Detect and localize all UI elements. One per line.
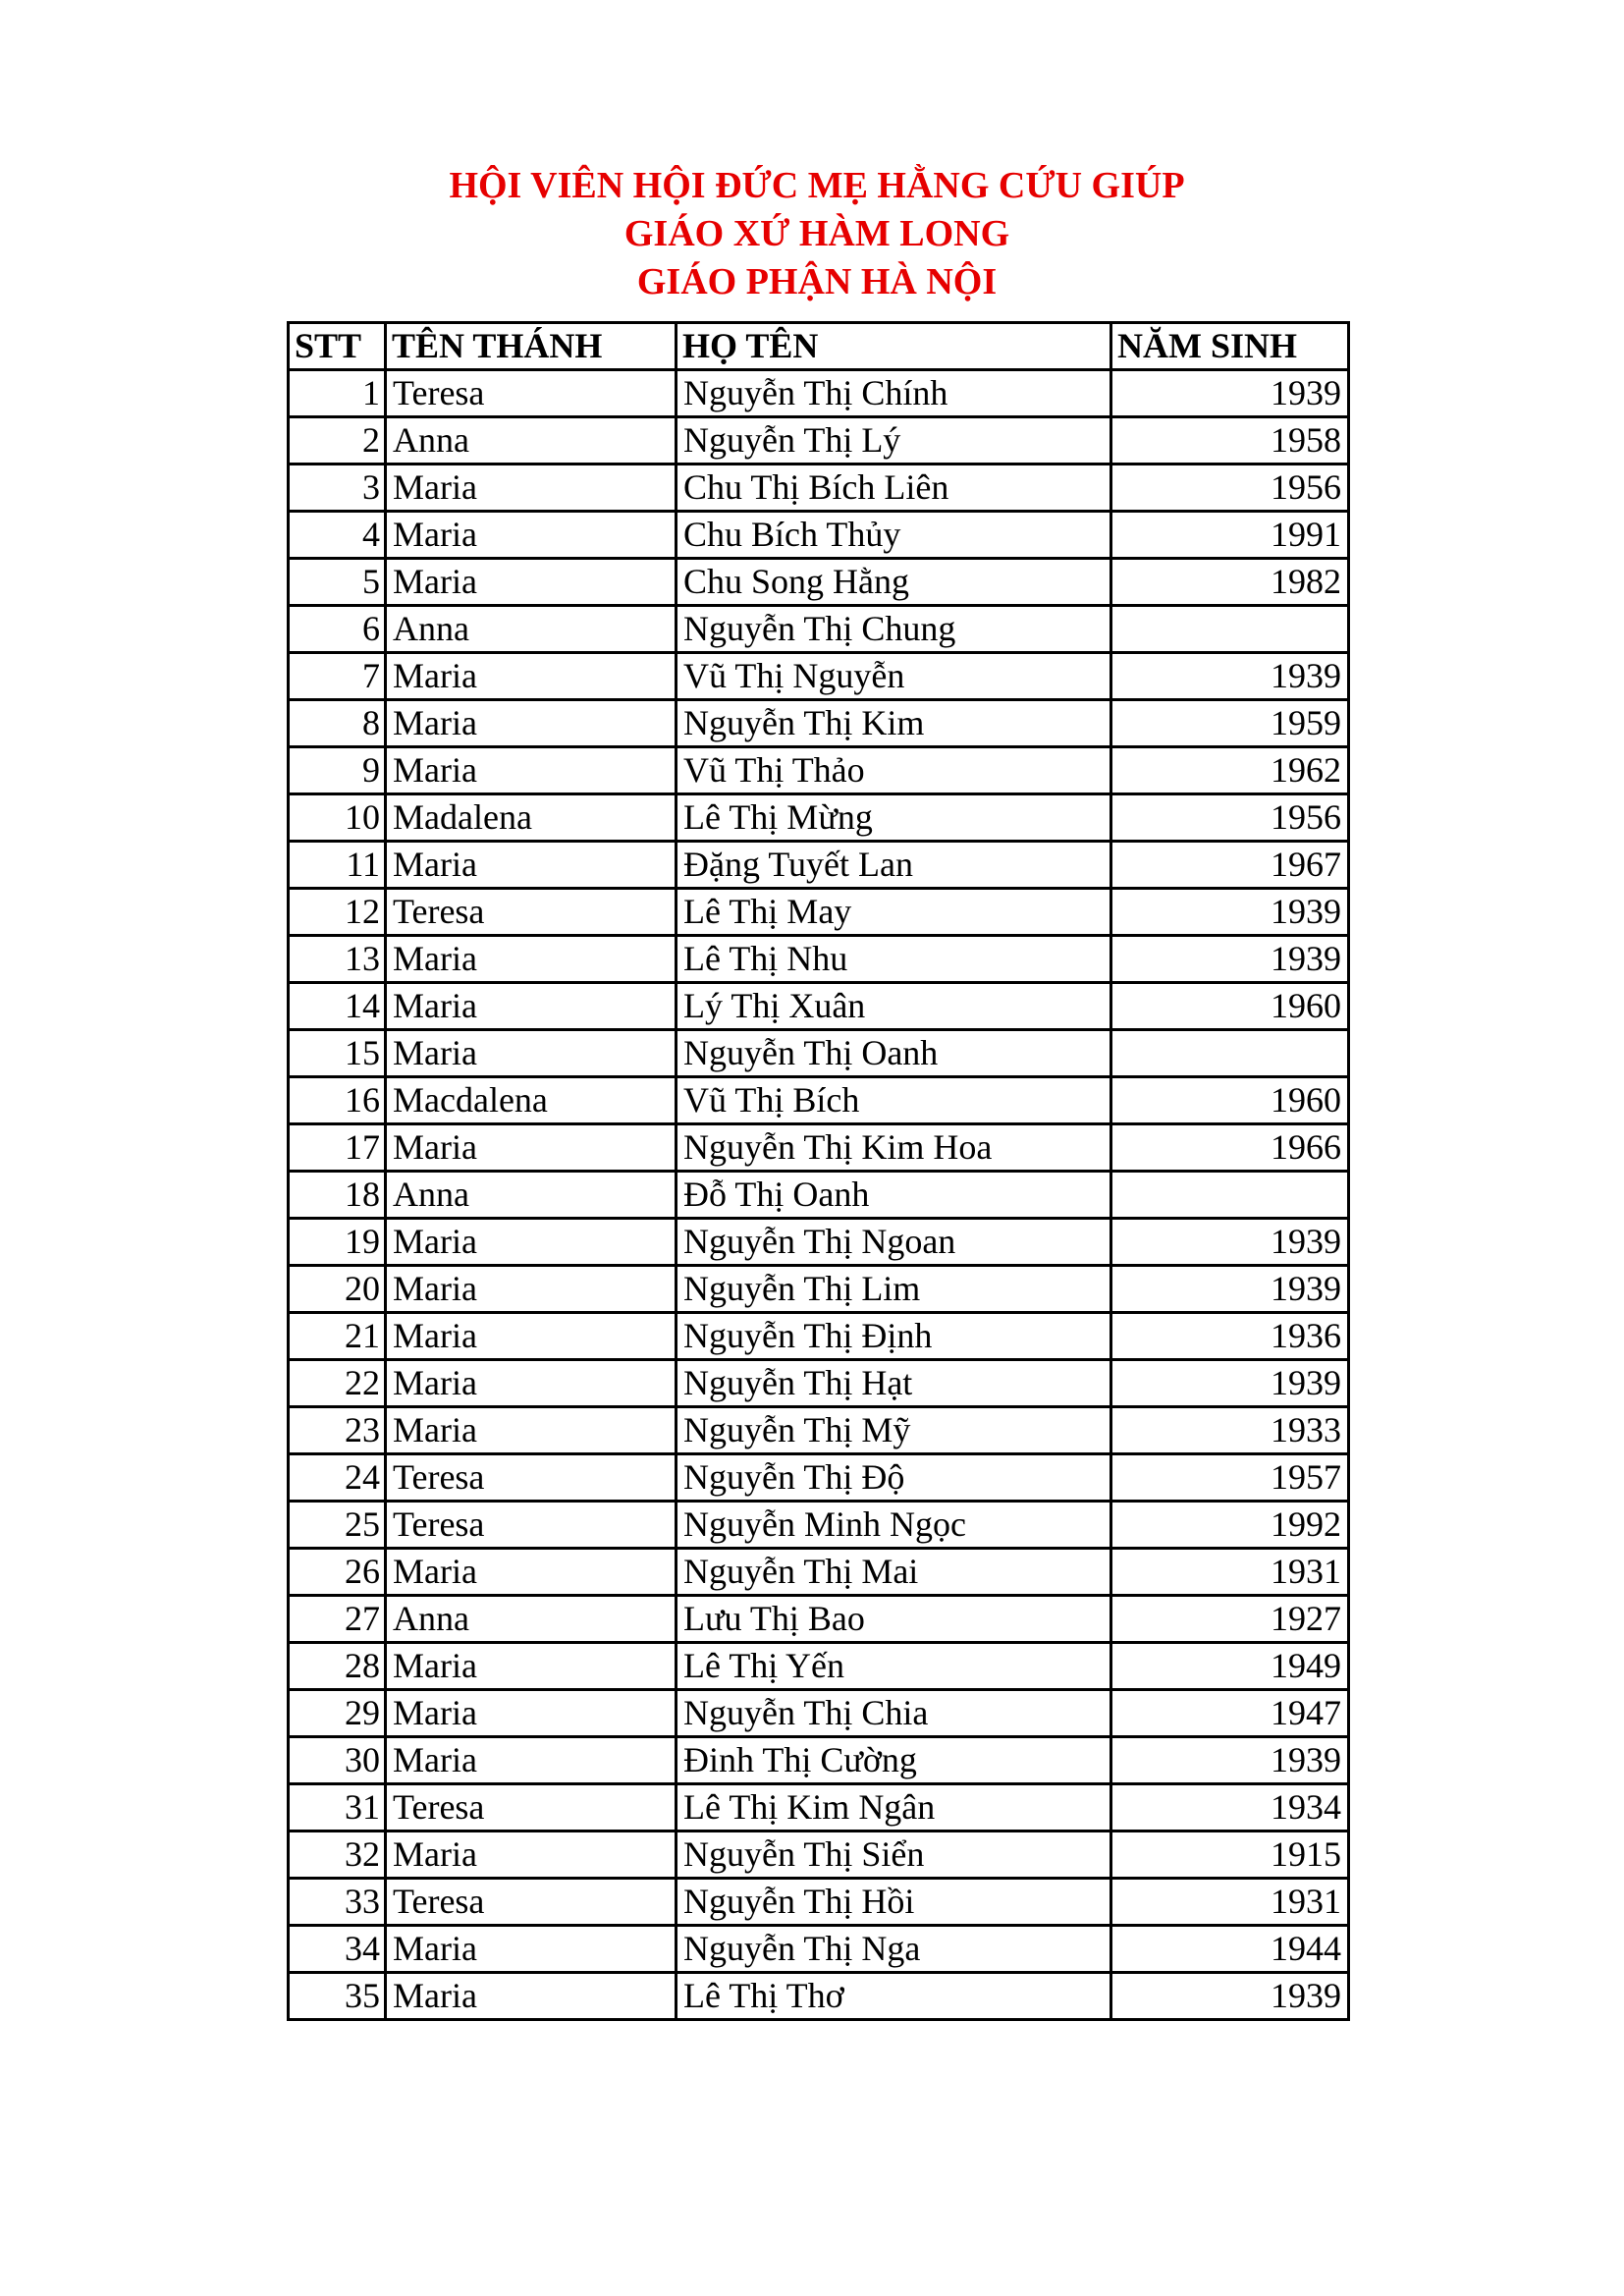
cell-stt: 9 bbox=[289, 747, 386, 794]
cell-saint-name: Maria bbox=[386, 1926, 677, 1973]
cell-stt: 6 bbox=[289, 606, 386, 653]
cell-full-name: Lê Thị Thơ bbox=[677, 1973, 1111, 2020]
cell-full-name: Nguyễn Thị Chia bbox=[677, 1690, 1111, 1737]
cell-stt: 18 bbox=[289, 1172, 386, 1219]
cell-full-name: Đinh Thị Cường bbox=[677, 1737, 1111, 1784]
header-stt: STT bbox=[289, 323, 386, 370]
cell-birth-year: 1936 bbox=[1111, 1313, 1349, 1360]
cell-stt: 7 bbox=[289, 653, 386, 700]
cell-full-name: Nguyễn Thị Độ bbox=[677, 1454, 1111, 1502]
title-parish: GIÁO XỨ HÀM LONG bbox=[623, 213, 1010, 254]
cell-stt: 29 bbox=[289, 1690, 386, 1737]
cell-full-name: Nguyễn Thị Hạt bbox=[677, 1360, 1111, 1407]
cell-stt: 30 bbox=[289, 1737, 386, 1784]
cell-full-name: Lưu Thị Bao bbox=[677, 1596, 1111, 1643]
cell-birth-year: 1959 bbox=[1111, 700, 1349, 747]
cell-birth-year: 1939 bbox=[1111, 889, 1349, 936]
cell-saint-name: Maria bbox=[386, 1313, 677, 1360]
cell-full-name: Nguyễn Thị Mỹ bbox=[677, 1407, 1111, 1454]
cell-full-name: Nguyễn Thị Chính bbox=[677, 370, 1111, 417]
cell-saint-name: Maria bbox=[386, 842, 677, 889]
cell-full-name: Lê Thị Nhu bbox=[677, 936, 1111, 983]
cell-stt: 21 bbox=[289, 1313, 386, 1360]
cell-saint-name: Maria bbox=[386, 1030, 677, 1077]
cell-full-name: Nguyễn Thị Lim bbox=[677, 1266, 1111, 1313]
cell-birth-year: 1934 bbox=[1111, 1784, 1349, 1831]
cell-birth-year: 1915 bbox=[1111, 1831, 1349, 1879]
member-table bbox=[287, 321, 1350, 2021]
cell-full-name: Nguyễn Thị Định bbox=[677, 1313, 1111, 1360]
cell-stt: 12 bbox=[289, 889, 386, 936]
cell-saint-name: Maria bbox=[386, 1549, 677, 1596]
table-row bbox=[289, 1077, 1349, 1124]
cell-full-name: Vũ Thị Bích bbox=[677, 1077, 1111, 1124]
table-row bbox=[289, 794, 1349, 842]
cell-birth-year: 1958 bbox=[1111, 417, 1349, 465]
cell-birth-year: 1992 bbox=[1111, 1502, 1349, 1549]
table-row bbox=[289, 1219, 1349, 1266]
cell-full-name: Nguyễn Thị Mai bbox=[677, 1549, 1111, 1596]
cell-saint-name: Anna bbox=[386, 1596, 677, 1643]
cell-stt: 16 bbox=[289, 1077, 386, 1124]
header-birth-year: NĂM SINH bbox=[1111, 323, 1349, 370]
cell-full-name: Nguyễn Thị Oanh bbox=[677, 1030, 1111, 1077]
header-saint-name: TÊN THÁNH bbox=[386, 323, 677, 370]
cell-stt: 13 bbox=[289, 936, 386, 983]
cell-birth-year: 1967 bbox=[1111, 842, 1349, 889]
cell-birth-year: 1939 bbox=[1111, 1360, 1349, 1407]
cell-birth-year bbox=[1111, 1030, 1349, 1077]
cell-birth-year: 1939 bbox=[1111, 1737, 1349, 1784]
cell-birth-year: 1966 bbox=[1111, 1124, 1349, 1172]
cell-saint-name: Maria bbox=[386, 1266, 677, 1313]
cell-stt: 24 bbox=[289, 1454, 386, 1502]
table-row bbox=[289, 465, 1349, 512]
cell-birth-year: 1949 bbox=[1111, 1643, 1349, 1690]
table-row bbox=[289, 417, 1349, 465]
cell-birth-year: 1939 bbox=[1111, 1973, 1349, 2020]
cell-saint-name: Anna bbox=[386, 417, 677, 465]
cell-birth-year: 1931 bbox=[1111, 1879, 1349, 1926]
cell-saint-name: Teresa bbox=[386, 1502, 677, 1549]
title-association: HỘI VIÊN HỘI ĐỨC MẸ HẰNG CỨU GIÚP bbox=[449, 165, 1185, 206]
cell-stt: 15 bbox=[289, 1030, 386, 1077]
cell-stt: 10 bbox=[289, 794, 386, 842]
cell-full-name: Lê Thị May bbox=[677, 889, 1111, 936]
cell-saint-name: Maria bbox=[386, 559, 677, 606]
cell-saint-name: Macdalena bbox=[386, 1077, 677, 1124]
cell-full-name: Nguyễn Thị Lý bbox=[677, 417, 1111, 465]
table-row bbox=[289, 1596, 1349, 1643]
cell-saint-name: Maria bbox=[386, 1737, 677, 1784]
cell-saint-name: Maria bbox=[386, 1124, 677, 1172]
cell-stt: 5 bbox=[289, 559, 386, 606]
cell-birth-year: 1960 bbox=[1111, 1077, 1349, 1124]
cell-stt: 4 bbox=[289, 512, 386, 559]
cell-saint-name: Maria bbox=[386, 1973, 677, 2020]
cell-saint-name: Teresa bbox=[386, 1879, 677, 1926]
cell-birth-year: 1939 bbox=[1111, 1266, 1349, 1313]
cell-stt: 28 bbox=[289, 1643, 386, 1690]
table-row bbox=[289, 842, 1349, 889]
table-row bbox=[289, 1313, 1349, 1360]
cell-full-name: Chu Song Hằng bbox=[677, 559, 1111, 606]
table-row bbox=[289, 1737, 1349, 1784]
cell-full-name: Lê Thị Yến bbox=[677, 1643, 1111, 1690]
cell-stt: 14 bbox=[289, 983, 386, 1030]
table-row bbox=[289, 653, 1349, 700]
table-row bbox=[289, 1973, 1349, 2020]
cell-full-name: Nguyễn Thị Nga bbox=[677, 1926, 1111, 1973]
table-body bbox=[289, 370, 1349, 2020]
table-row bbox=[289, 1502, 1349, 1549]
cell-stt: 8 bbox=[289, 700, 386, 747]
cell-full-name: Nguyễn Thị Hồi bbox=[677, 1879, 1111, 1926]
cell-full-name: Nguyễn Thị Kim Hoa bbox=[677, 1124, 1111, 1172]
cell-saint-name: Maria bbox=[386, 1690, 677, 1737]
cell-stt: 2 bbox=[289, 417, 386, 465]
table-row bbox=[289, 1879, 1349, 1926]
table-row bbox=[289, 370, 1349, 417]
cell-full-name: Lê Thị Mừng bbox=[677, 794, 1111, 842]
cell-stt: 34 bbox=[289, 1926, 386, 1973]
cell-birth-year: 1931 bbox=[1111, 1549, 1349, 1596]
cell-birth-year: 1927 bbox=[1111, 1596, 1349, 1643]
cell-birth-year bbox=[1111, 1172, 1349, 1219]
table-row bbox=[289, 1172, 1349, 1219]
cell-full-name: Đỗ Thị Oanh bbox=[677, 1172, 1111, 1219]
cell-stt: 11 bbox=[289, 842, 386, 889]
cell-stt: 19 bbox=[289, 1219, 386, 1266]
cell-birth-year: 1960 bbox=[1111, 983, 1349, 1030]
table-row bbox=[289, 1454, 1349, 1502]
table-row bbox=[289, 1360, 1349, 1407]
table-row bbox=[289, 1690, 1349, 1737]
cell-saint-name: Teresa bbox=[386, 1784, 677, 1831]
table-row bbox=[289, 1549, 1349, 1596]
cell-stt: 26 bbox=[289, 1549, 386, 1596]
cell-stt: 27 bbox=[289, 1596, 386, 1643]
header-full-name: HỌ TÊN bbox=[677, 323, 1111, 370]
cell-saint-name: Maria bbox=[386, 653, 677, 700]
table-header-row bbox=[289, 323, 1349, 370]
table-row bbox=[289, 1266, 1349, 1313]
cell-saint-name: Maria bbox=[386, 512, 677, 559]
cell-stt: 31 bbox=[289, 1784, 386, 1831]
cell-stt: 22 bbox=[289, 1360, 386, 1407]
table-row bbox=[289, 889, 1349, 936]
cell-saint-name: Anna bbox=[386, 1172, 677, 1219]
cell-birth-year: 1933 bbox=[1111, 1407, 1349, 1454]
cell-full-name: Vũ Thị Nguyễn bbox=[677, 653, 1111, 700]
cell-full-name: Lý Thị Xuân bbox=[677, 983, 1111, 1030]
cell-birth-year: 1944 bbox=[1111, 1926, 1349, 1973]
cell-full-name: Nguyễn Thị Kim bbox=[677, 700, 1111, 747]
table-row bbox=[289, 606, 1349, 653]
cell-full-name: Nguyễn Thị Chung bbox=[677, 606, 1111, 653]
table-row bbox=[289, 1831, 1349, 1879]
cell-saint-name: Teresa bbox=[386, 1454, 677, 1502]
cell-saint-name: Maria bbox=[386, 465, 677, 512]
cell-full-name: Vũ Thị Thảo bbox=[677, 747, 1111, 794]
table-row bbox=[289, 983, 1349, 1030]
cell-full-name: Chu Thị Bích Liên bbox=[677, 465, 1111, 512]
cell-birth-year: 1956 bbox=[1111, 794, 1349, 842]
table-row bbox=[289, 1784, 1349, 1831]
cell-saint-name: Maria bbox=[386, 1360, 677, 1407]
cell-saint-name: Maria bbox=[386, 1219, 677, 1266]
cell-saint-name: Maria bbox=[386, 1407, 677, 1454]
cell-saint-name: Madalena bbox=[386, 794, 677, 842]
cell-saint-name: Maria bbox=[386, 936, 677, 983]
table-row bbox=[289, 700, 1349, 747]
cell-full-name: Chu Bích Thủy bbox=[677, 512, 1111, 559]
table-row bbox=[289, 512, 1349, 559]
title-diocese: GIÁO PHẬN HÀ NỘI bbox=[636, 261, 998, 302]
cell-birth-year: 1991 bbox=[1111, 512, 1349, 559]
cell-full-name: Nguyễn Minh Ngọc bbox=[677, 1502, 1111, 1549]
table-row bbox=[289, 747, 1349, 794]
cell-birth-year: 1957 bbox=[1111, 1454, 1349, 1502]
cell-birth-year: 1982 bbox=[1111, 559, 1349, 606]
cell-saint-name: Anna bbox=[386, 606, 677, 653]
cell-full-name: Nguyễn Thị Ngoan bbox=[677, 1219, 1111, 1266]
table-row bbox=[289, 936, 1349, 983]
cell-saint-name: Maria bbox=[386, 1643, 677, 1690]
cell-full-name: Đặng Tuyết Lan bbox=[677, 842, 1111, 889]
cell-saint-name: Maria bbox=[386, 983, 677, 1030]
cell-stt: 25 bbox=[289, 1502, 386, 1549]
cell-saint-name: Maria bbox=[386, 1831, 677, 1879]
cell-birth-year: 1956 bbox=[1111, 465, 1349, 512]
cell-full-name: Lê Thị Kim Ngân bbox=[677, 1784, 1111, 1831]
cell-birth-year: 1939 bbox=[1111, 1219, 1349, 1266]
cell-birth-year bbox=[1111, 606, 1349, 653]
cell-full-name: Nguyễn Thị Siển bbox=[677, 1831, 1111, 1879]
cell-saint-name: Maria bbox=[386, 700, 677, 747]
table-row bbox=[289, 1124, 1349, 1172]
cell-saint-name: Maria bbox=[386, 747, 677, 794]
table-row bbox=[289, 1926, 1349, 1973]
cell-stt: 17 bbox=[289, 1124, 386, 1172]
cell-stt: 32 bbox=[289, 1831, 386, 1879]
table-row bbox=[289, 559, 1349, 606]
cell-birth-year: 1962 bbox=[1111, 747, 1349, 794]
cell-saint-name: Teresa bbox=[386, 889, 677, 936]
cell-saint-name: Teresa bbox=[386, 370, 677, 417]
cell-stt: 23 bbox=[289, 1407, 386, 1454]
table-row bbox=[289, 1407, 1349, 1454]
cell-birth-year: 1939 bbox=[1111, 936, 1349, 983]
cell-birth-year: 1939 bbox=[1111, 653, 1349, 700]
table-row bbox=[289, 1030, 1349, 1077]
cell-birth-year: 1939 bbox=[1111, 370, 1349, 417]
cell-birth-year: 1947 bbox=[1111, 1690, 1349, 1737]
cell-stt: 3 bbox=[289, 465, 386, 512]
table-row bbox=[289, 1643, 1349, 1690]
cell-stt: 1 bbox=[289, 370, 386, 417]
cell-stt: 33 bbox=[289, 1879, 386, 1926]
cell-stt: 35 bbox=[289, 1973, 386, 2020]
document-title bbox=[0, 162, 1624, 306]
cell-stt: 20 bbox=[289, 1266, 386, 1313]
